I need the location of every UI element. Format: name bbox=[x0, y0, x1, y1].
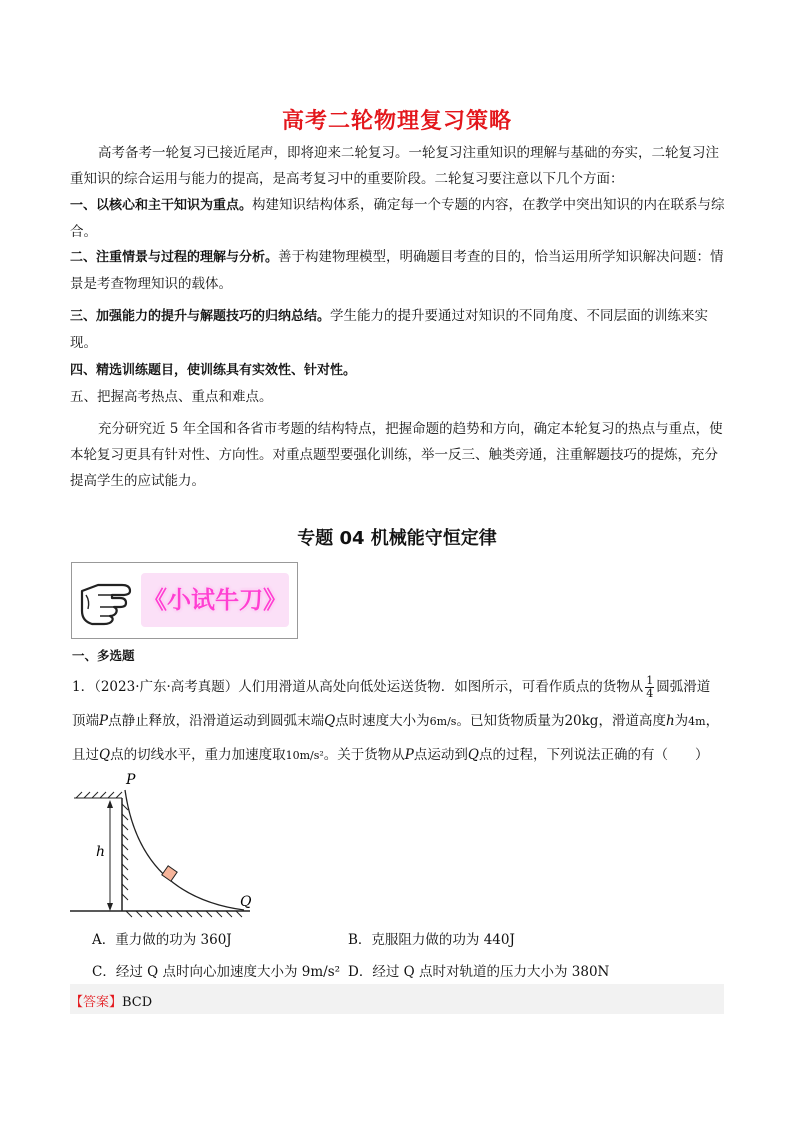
height-value: 4m bbox=[688, 715, 706, 728]
strategy-item-2-text: 善于构建物理模型，明确题目考查的目的，恰当运用所学知识解决问题：情景是考查物理知识的载体。 bbox=[70, 249, 724, 292]
question-group-label: 一、多选题 bbox=[72, 648, 135, 663]
label-p: P bbox=[126, 772, 136, 788]
answer-value: BCD bbox=[122, 995, 153, 1010]
var-q-2: Q bbox=[99, 747, 111, 763]
section-title: 专题 04 机械能守恒定律 bbox=[297, 528, 497, 549]
question-text-2a: 顶端 bbox=[72, 713, 99, 729]
var-q: Q bbox=[324, 713, 336, 729]
option-c: C．经过 Q 点时向心加速度大小为 9m/s² bbox=[92, 964, 341, 980]
question-text-2b: 点静止释放，沿滑道运动到圆弧末端 bbox=[108, 713, 325, 729]
option-d: D．经过 Q 点时对轨道的压力大小为 380N bbox=[348, 964, 610, 980]
question-text-2g: ， bbox=[705, 713, 720, 729]
question-line-3 bbox=[72, 742, 732, 769]
page-title: 高考二轮物理复习策略 bbox=[281, 109, 512, 134]
answer-box bbox=[70, 984, 724, 1014]
answer-line bbox=[70, 991, 152, 1010]
question-text-2f: 为 bbox=[674, 713, 689, 729]
gravity-value: 10m/s² bbox=[285, 749, 324, 762]
option-b: B．克服阻力做的功为 440J bbox=[348, 932, 515, 948]
question-text-2e: ，滑道高度 bbox=[598, 713, 666, 729]
quarter-fraction bbox=[645, 675, 654, 700]
var-p-2: P bbox=[404, 747, 414, 763]
fraction-denominator: 4 bbox=[646, 687, 654, 700]
strategy-item-4-heading: 四、精选训练题目，使训练具有实效性、针对性。 bbox=[70, 363, 357, 378]
var-q-3: Q bbox=[467, 747, 479, 763]
mass-value: 20kg bbox=[564, 713, 599, 729]
cargo-block bbox=[162, 866, 177, 881]
strategy-item-3-heading: 三、加强能力的提升与解题技巧的归纳总结。 bbox=[70, 309, 331, 324]
question-text-1a: 1．（2023·广东·高考真题）人们用滑道从高处向低处运送货物．如图所示，可看作质点的货物从 bbox=[72, 679, 644, 695]
strategy-item-5-heading: 五、把握高考热点、重点和难点。 bbox=[70, 389, 273, 405]
question-text-3d: 点运动到 bbox=[413, 747, 468, 763]
strategy-item-2 bbox=[70, 244, 730, 297]
question-line-1 bbox=[72, 674, 732, 700]
strategy-item-3-text: 学生能力的提升要通过对知识的不同角度、不同层面的训练来实现。 bbox=[70, 308, 709, 351]
option-a: A．重力做的功为 360J bbox=[92, 932, 232, 948]
intro-paragraph-1: 高考备考一轮复习已接近尾声，即将迎来二轮复习。一轮复习注重知识的理解与基础的夯实，二轮复习注重知识的综合运用与能力的提高，是高考复习中的重要阶段。二轮复习要注意以下几个方面： bbox=[70, 145, 719, 187]
banner-label-box bbox=[141, 573, 289, 627]
label-q: Q bbox=[240, 894, 252, 910]
answer-label: 【答案】 bbox=[70, 995, 123, 1010]
fraction-numerator: 1 bbox=[646, 674, 654, 687]
speed-value: 6m/s bbox=[429, 715, 457, 728]
var-p: P bbox=[99, 713, 109, 729]
strategy-item-2-heading: 二、注重情景与过程的理解与分析。 bbox=[70, 250, 279, 265]
intro-paragraph-2: 充分研究近 5 年全国和各省市考题的结构特点，把握命题的趋势和方向，确定本轮复习的热点与重点，使本轮复习更具有针对性、方向性。对重点题型要强化训练，举一反三、触类旁通，注重解题技巧的提炼，充分提高学生的应试能力。 bbox=[70, 421, 723, 489]
question-text-2d: 。已知货物质量为 bbox=[456, 713, 565, 729]
question-text-2c: 点时速度大小为 bbox=[335, 713, 430, 729]
slide-diagram bbox=[70, 770, 270, 920]
practice-banner bbox=[71, 562, 298, 639]
strategy-item-1-text: 构建知识结构体系，确定每一个专题的内容，在教学中突出知识的内在联系与综合。 bbox=[70, 197, 725, 240]
question-line-2 bbox=[72, 708, 732, 735]
question-text-3c: 。关于货物从 bbox=[323, 747, 405, 763]
question-text-3b: 点的切线水平，重力加速度取 bbox=[110, 747, 286, 763]
strategy-item-4 bbox=[70, 357, 730, 384]
pointing-hand-icon bbox=[78, 571, 138, 631]
question-text-1b: 圆弧滑道 bbox=[656, 679, 711, 695]
var-h: h bbox=[665, 713, 675, 729]
question-text-3a: 且过 bbox=[72, 747, 99, 763]
strategy-item-3 bbox=[70, 303, 730, 356]
arc-track bbox=[125, 790, 244, 910]
question-text-3e: 点的过程，下列说法正确的有（ ） bbox=[478, 747, 709, 763]
strategy-item-1-heading: 一、以核心和主干知识为重点。 bbox=[70, 198, 253, 213]
banner-label: 《小试牛刀》 bbox=[143, 586, 287, 614]
label-h: h bbox=[96, 844, 106, 860]
strategy-item-1 bbox=[70, 192, 730, 245]
strategy-item-5 bbox=[70, 384, 730, 410]
